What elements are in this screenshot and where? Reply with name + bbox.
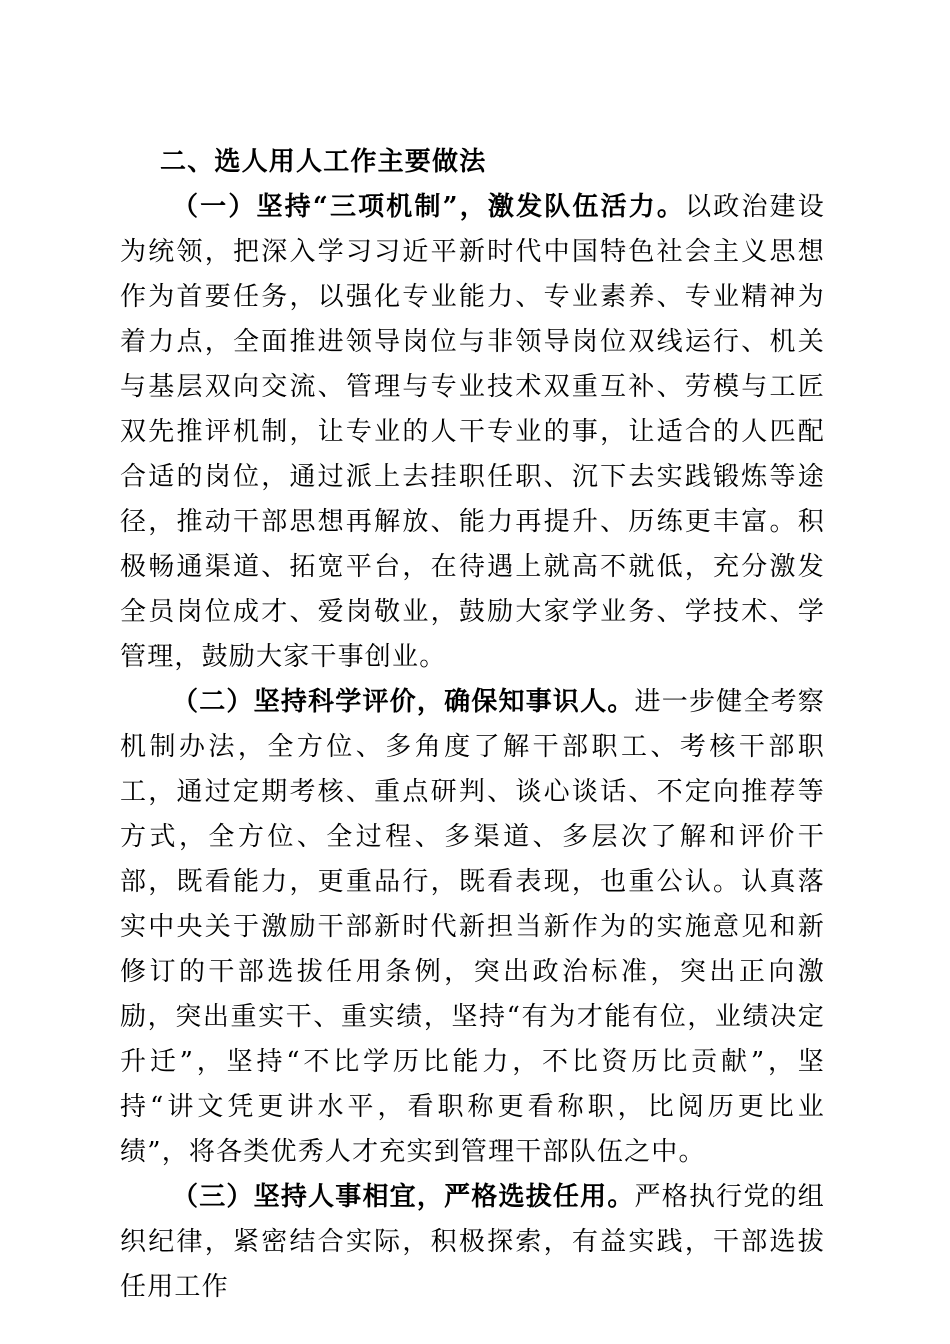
paragraph-1-lead: （一）坚持“三项机制”，激发队伍活力。 <box>172 192 686 222</box>
paragraph-3-body: 严格执行党的组织纪律，紧密结合实际，积极探索，有益实践，干部选拔任用工作 <box>120 1182 825 1302</box>
paragraph-1 <box>120 185 825 680</box>
paragraph-2-lead: （二）坚持科学评价，确保知事识人。 <box>172 687 635 717</box>
paragraph-2-body: 进一步健全考察机制办法，全方位、多角度了解干部职工、考核干部职工，通过定期考核、重点研判、谈心谈话、不定向推荐等方式，全方位、全过程、多渠道、多层次了解和评价干部，既看能力，更重品行，既看表现，也重公认。认真落实中央关于激励干部新时代新担当新作为的实施意见和新修订的干部选拔任用条例，突出政治标准，突出正向激励，突出重实干、重实绩，坚持“有为才能有位，业绩决定升迁”，坚持“不比学历比能力，不比资历比贡献”，坚持“讲文凭更讲水平，看职称更看称职，比阅历更比业绩”，将各类优秀人才充实到管理干部队伍之中。 <box>120 687 825 1167</box>
section-heading: 二、选人用人工作主要做法 <box>160 147 487 177</box>
paragraph-3-lead: （三）坚持人事相宜，严格选拔任用。 <box>172 1182 635 1212</box>
paragraph-2 <box>120 680 825 1175</box>
document-body <box>120 140 825 1310</box>
paragraph-3 <box>120 1175 825 1310</box>
paragraph-1-body: 以政治建设为统领，把深入学习习近平新时代中国特色社会主义思想作为首要任务，以强化专业能力、专业素养、专业精神为着力点，全面推进领导岗位与非领导岗位双线运行、机关与基层双向交流、管理与专业技术双重互补、劳模与工匠双先推评机制，让专业的人干专业的事，让适合的人匹配合适的岗位，通过派上去挂职任职、沉下去实践锻炼等途径，推动干部思想再解放、能力再提升、历练更丰富。积极畅通渠道、拓宽平台，在待遇上就高不就低，充分激发全员岗位成才、爱岗敬业，鼓励大家学业务、学技术、学管理，鼓励大家干事创业。 <box>120 192 825 672</box>
